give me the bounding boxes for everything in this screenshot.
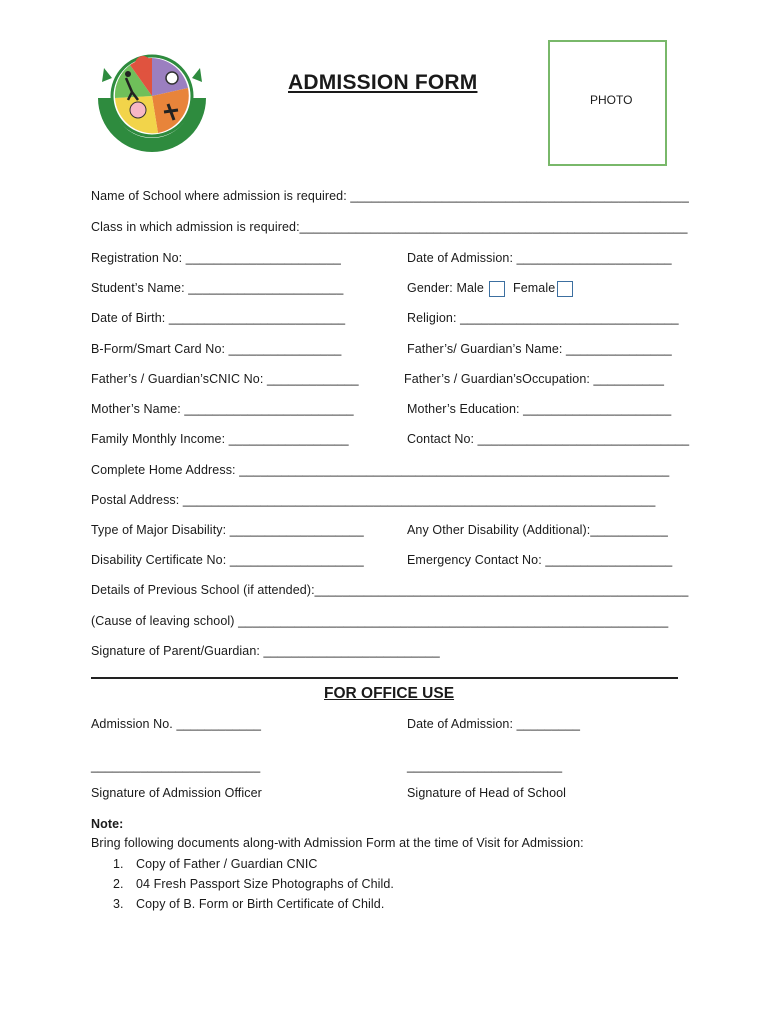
head-signature-line[interactable]: ______________________ [407, 759, 563, 773]
gender-male-checkbox[interactable] [489, 281, 505, 297]
head-signature-label: Signature of Head of School [407, 786, 567, 800]
mother-education-field[interactable]: Mother’s Education: _____________________ [407, 402, 672, 416]
admission-officer-signature-line[interactable]: ________________________ [91, 759, 261, 773]
father-occupation-field[interactable]: Father’s / Guardian’sOccupation: __________ [404, 372, 665, 386]
department-logo [88, 38, 216, 156]
office-date-of-admission-field[interactable]: Date of Admission: _________ [407, 717, 581, 731]
signature-parent-field[interactable]: Signature of Parent/Guardian: _________________________ [91, 644, 440, 658]
note-label: Note: [91, 817, 124, 831]
gender-female-checkbox[interactable] [557, 281, 573, 297]
students-name-field[interactable]: Student’s Name: ______________________ [91, 281, 344, 295]
note-item-text: Copy of B. Form or Birth Certificate of Child. [136, 897, 385, 911]
previous-school-field[interactable]: Details of Previous School (if attended):_____________________________________________________ [91, 583, 689, 597]
registration-no-field[interactable]: Registration No: ______________________ [91, 251, 341, 265]
family-income-field[interactable]: Family Monthly Income: _________________ [91, 432, 349, 446]
office-use-title: FOR OFFICE USE [324, 685, 455, 702]
note-item-text: 04 Fresh Passport Size Photographs of Child. [136, 877, 395, 891]
other-disability-field[interactable]: Any Other Disability (Additional):___________ [407, 523, 668, 537]
cause-leaving-field[interactable]: (Cause of leaving school) _____________________________________________________________ [91, 614, 669, 628]
bform-field[interactable]: B-Form/Smart Card No: ________________ [91, 342, 342, 356]
postal-address-field[interactable]: Postal Address: ___________________________________________________________________ [91, 493, 656, 507]
note-item-text: Copy of Father / Guardian CNIC [136, 857, 318, 871]
school-name-field[interactable]: Name of School where admission is required: ________________________________________________ [91, 189, 689, 203]
date-of-admission-field[interactable]: Date of Admission: ______________________ [407, 251, 672, 265]
emergency-contact-field[interactable]: Emergency Contact No: __________________ [407, 553, 673, 567]
admission-officer-signature-label: Signature of Admission Officer [91, 786, 262, 800]
note-item-number: 3. [113, 897, 124, 911]
note-item-number: 2. [113, 877, 124, 891]
father-name-field[interactable]: Father’s/ Guardian’s Name: _______________ [407, 342, 672, 356]
photo-box[interactable] [548, 40, 667, 166]
religion-field[interactable]: Religion: _______________________________ [407, 311, 679, 325]
home-address-field[interactable]: Complete Home Address: _____________________________________________________________ [91, 463, 670, 477]
note-item-number: 1. [113, 857, 124, 871]
contact-no-field[interactable]: Contact No: ______________________________ [407, 432, 690, 446]
photo-label: PHOTO [590, 93, 633, 107]
date-of-birth-field[interactable]: Date of Birth: _________________________ [91, 311, 346, 325]
disability-certificate-field[interactable]: Disability Certificate No: ___________________ [91, 553, 364, 567]
page-title: ADMISSION FORM [288, 71, 478, 94]
gender-female-label: Female [513, 281, 556, 295]
mother-name-field[interactable]: Mother’s Name: ________________________ [91, 402, 354, 416]
class-field[interactable]: Class in which admission is required:_______________________________________________________ [91, 220, 688, 234]
section-divider [91, 677, 678, 679]
note-intro: Bring following documents along-with Admission Form at the time of Visit for Admission: [91, 836, 584, 850]
father-cnic-field[interactable]: Father’s / Guardian’sCNIC No: _____________ [91, 372, 359, 386]
gender-label: Gender: Male [407, 281, 484, 295]
major-disability-field[interactable]: Type of Major Disability: ___________________ [91, 523, 364, 537]
office-admission-no-field[interactable]: Admission No. ____________ [91, 717, 262, 731]
